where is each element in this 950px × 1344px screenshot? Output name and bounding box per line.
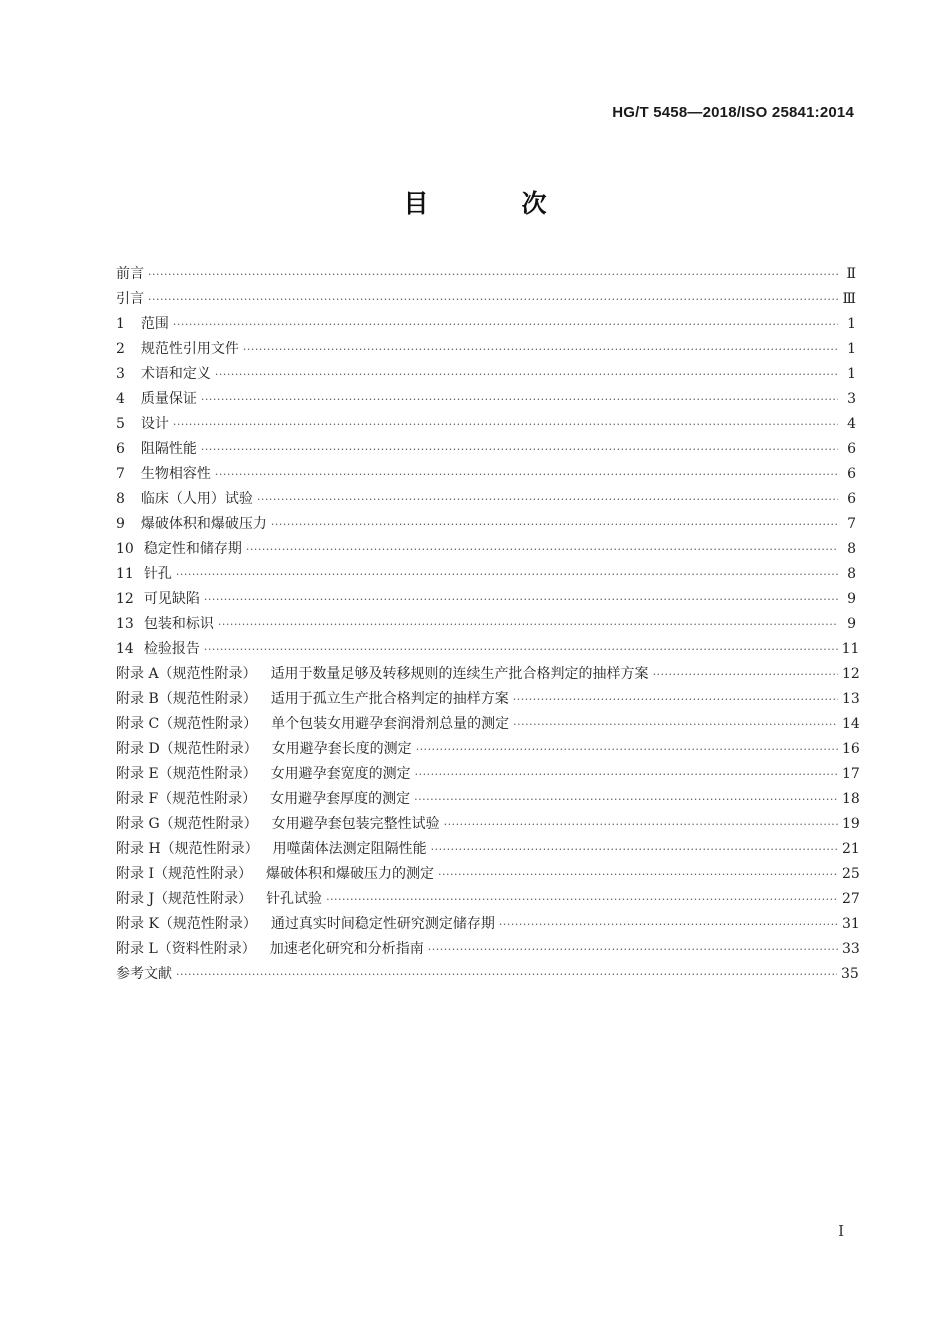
toc-leader-dots (271, 512, 838, 537)
toc-leader-dots (201, 387, 838, 412)
toc-entry-page: 9 (847, 591, 856, 607)
toc-entry-page: 11 (841, 641, 860, 657)
toc-leader-dots (218, 612, 838, 637)
toc-entry-number: 附录 K（规范性附录） (116, 916, 257, 932)
toc-entry-label: 范围 (140, 316, 169, 332)
toc-entry-label: 女用避孕套宽度的测定 (270, 766, 411, 782)
toc-entry-number: 4 (116, 391, 125, 407)
toc-entry-page: 25 (842, 866, 860, 882)
toc-entry-number: 10 (116, 541, 134, 557)
toc-entry-page: 27 (842, 891, 860, 907)
toc-entry-number: 附录 J（规范性附录） (116, 891, 253, 907)
toc-entry-number: 3 (116, 366, 125, 382)
toc-entry-number: 14 (116, 641, 134, 657)
toc-entry-number: 附录 E（规范性附录） (116, 766, 257, 782)
document-id: HG/T 5458—2018/ISO 25841:2014 (612, 104, 854, 121)
toc-entry-number: 附录 B（规范性附录） (116, 691, 257, 707)
toc-entry-label: 规范性引用文件 (140, 341, 239, 357)
toc-entry-label: 女用避孕套包装完整性试验 (271, 816, 440, 832)
toc-entry-label: 爆破体积和爆破压力 (140, 516, 267, 532)
table-of-contents (116, 262, 860, 987)
toc-entry-label: 包装和标识 (143, 616, 214, 632)
toc-entry-page: 6 (847, 466, 856, 482)
toc-entry[interactable] (116, 262, 856, 287)
toc-entry-page: 8 (847, 566, 856, 582)
toc-entry[interactable] (116, 462, 856, 487)
toc-entry-label: 稳定性和储存期 (143, 541, 242, 557)
toc-entry-label: 单个包装女用避孕套润滑剂总量的测定 (271, 716, 510, 732)
toc-entry[interactable] (116, 812, 860, 837)
toc-entry[interactable] (116, 312, 856, 337)
toc-entry-number: 2 (116, 341, 125, 357)
toc-entry[interactable] (116, 562, 856, 587)
toc-entry-number: 附录 F（规范性附录） (116, 791, 257, 807)
toc-entry[interactable] (116, 762, 860, 787)
toc-leader-dots (428, 937, 838, 962)
toc-entry-label: 用噬菌体法测定阻隔性能 (272, 841, 427, 857)
toc-leader-dots (513, 712, 838, 737)
toc-entry-number: 7 (116, 466, 125, 482)
toc-entry-page: 33 (842, 941, 860, 957)
toc-leader-dots (173, 412, 838, 437)
toc-entry[interactable] (116, 412, 856, 437)
toc-entry-page: 6 (847, 441, 856, 457)
toc-entry-page: 7 (847, 516, 856, 532)
toc-entry-label: 可见缺陷 (143, 591, 200, 607)
toc-entry[interactable] (116, 512, 856, 537)
toc-leader-dots (176, 962, 837, 987)
toc-entry-label: 通过真实时间稳定性研究测定储存期 (270, 916, 495, 932)
toc-entry-page: 1 (847, 341, 856, 357)
toc-entry-number: 6 (116, 441, 125, 457)
toc-entry-label: 女用避孕套厚度的测定 (270, 791, 411, 807)
toc-entry-number: 附录 D（规范性附录） (116, 741, 258, 757)
toc-entry-page: Ⅱ (846, 266, 856, 282)
toc-leader-dots (201, 437, 838, 462)
toc-entry-page: 31 (842, 916, 860, 932)
toc-entry-label: 阻隔性能 (140, 441, 197, 457)
toc-leader-dots (499, 912, 838, 937)
toc-entry[interactable] (116, 962, 859, 987)
toc-entry-label: 检验报告 (143, 641, 200, 657)
toc-entry-page: 35 (840, 966, 859, 982)
toc-entry[interactable] (116, 637, 860, 662)
toc-entry-label: 质量保证 (140, 391, 197, 407)
toc-entry[interactable] (116, 937, 860, 962)
toc-leader-dots (416, 737, 838, 762)
toc-entry-number: 5 (116, 416, 125, 432)
toc-leader-dots (215, 362, 838, 387)
toc-entry-page: Ⅲ (842, 291, 856, 307)
toc-entry-number: 8 (116, 491, 125, 507)
toc-entry[interactable] (116, 337, 856, 362)
toc-entry-number: 附录 A（规范性附录） (116, 666, 257, 682)
toc-entry[interactable] (116, 362, 856, 387)
toc-entry-number: 附录 I（规范性附录） (116, 866, 252, 882)
toc-entry[interactable] (116, 487, 856, 512)
toc-entry[interactable] (116, 437, 856, 462)
toc-entry-page: 18 (842, 791, 860, 807)
toc-entry-label: 前言 (116, 266, 144, 282)
toc-entry-label: 生物相容性 (140, 466, 211, 482)
toc-entry[interactable] (116, 862, 860, 887)
toc-leader-dots (173, 312, 838, 337)
toc-entry-label: 参考文献 (116, 966, 172, 982)
toc-entry[interactable] (116, 612, 856, 637)
footer-page-number: I (838, 1222, 844, 1240)
toc-leader-dots (444, 812, 838, 837)
toc-leader-dots (176, 562, 838, 587)
toc-leader-dots (653, 662, 838, 687)
toc-entry[interactable] (116, 662, 860, 687)
toc-entry-number: 11 (116, 566, 134, 582)
toc-entry-label: 术语和定义 (140, 366, 211, 382)
toc-leader-dots (326, 887, 838, 912)
toc-entry[interactable] (116, 587, 856, 612)
toc-entry-number: 9 (116, 516, 125, 532)
toc-leader-dots (257, 487, 838, 512)
toc-entry-number: 附录 H（规范性附录） (116, 841, 259, 857)
toc-entry-label: 适用于数量足够及转移规则的连续生产批合格判定的抽样方案 (270, 666, 649, 682)
toc-entry[interactable] (116, 537, 856, 562)
toc-entry[interactable] (116, 787, 860, 812)
toc-entry[interactable] (116, 687, 860, 712)
toc-entry-page: 21 (842, 841, 860, 857)
toc-entry[interactable] (116, 287, 856, 312)
toc-entry-page: 19 (842, 816, 860, 832)
toc-entry-page: 9 (847, 616, 856, 632)
toc-entry-page: 8 (847, 541, 856, 557)
toc-leader-dots (243, 337, 838, 362)
toc-entry-label: 临床（人用）试验 (140, 491, 253, 507)
toc-entry-page: 1 (847, 366, 856, 382)
toc-entry-page: 12 (842, 666, 860, 682)
toc-entry-number: 附录 L（资料性附录） (116, 941, 256, 957)
toc-leader-dots (148, 262, 838, 287)
toc-entry-page: 6 (847, 491, 856, 507)
toc-leader-dots (513, 687, 838, 712)
toc-entry[interactable] (116, 712, 860, 737)
toc-entry-page: 17 (842, 766, 860, 782)
toc-entry-number: 12 (116, 591, 134, 607)
toc-entry-label: 针孔 (143, 566, 172, 582)
toc-entry-label: 引言 (116, 291, 144, 307)
toc-entry-number: 附录 C（规范性附录） (116, 716, 258, 732)
toc-entry[interactable] (116, 837, 860, 862)
toc-entry-label: 爆破体积和爆破压力的测定 (265, 866, 434, 882)
toc-entry-page: 13 (842, 691, 860, 707)
toc-entry-page: 4 (847, 416, 856, 432)
toc-entry-label: 适用于孤立生产批合格判定的抽样方案 (270, 691, 509, 707)
toc-leader-dots (204, 587, 838, 612)
toc-entry-label: 针孔试验 (266, 891, 323, 907)
toc-leader-dots (148, 287, 838, 312)
toc-entry-page: 16 (842, 741, 860, 757)
toc-entry[interactable] (116, 912, 860, 937)
toc-entry-number: 1 (116, 316, 125, 332)
toc-entry-number: 13 (116, 616, 134, 632)
page-title: 目 次 (403, 189, 581, 218)
toc-entry-number: 附录 G（规范性附录） (116, 816, 258, 832)
toc-leader-dots (414, 787, 838, 812)
toc-entry[interactable] (116, 887, 860, 912)
toc-entry-label: 设计 (140, 416, 169, 432)
toc-entry-page: 3 (847, 391, 856, 407)
toc-leader-dots (215, 462, 838, 487)
toc-leader-dots (204, 637, 838, 662)
toc-leader-dots (431, 837, 838, 862)
toc-entry[interactable] (116, 737, 860, 762)
toc-leader-dots (246, 537, 838, 562)
toc-entry-page: 1 (847, 316, 856, 332)
toc-entry-page: 14 (842, 716, 860, 732)
toc-leader-dots (415, 762, 838, 787)
toc-leader-dots (438, 862, 838, 887)
toc-entry-label: 加速老化研究和分析指南 (269, 941, 424, 957)
toc-entry-label: 女用避孕套长度的测定 (271, 741, 412, 757)
toc-entry[interactable] (116, 387, 856, 412)
